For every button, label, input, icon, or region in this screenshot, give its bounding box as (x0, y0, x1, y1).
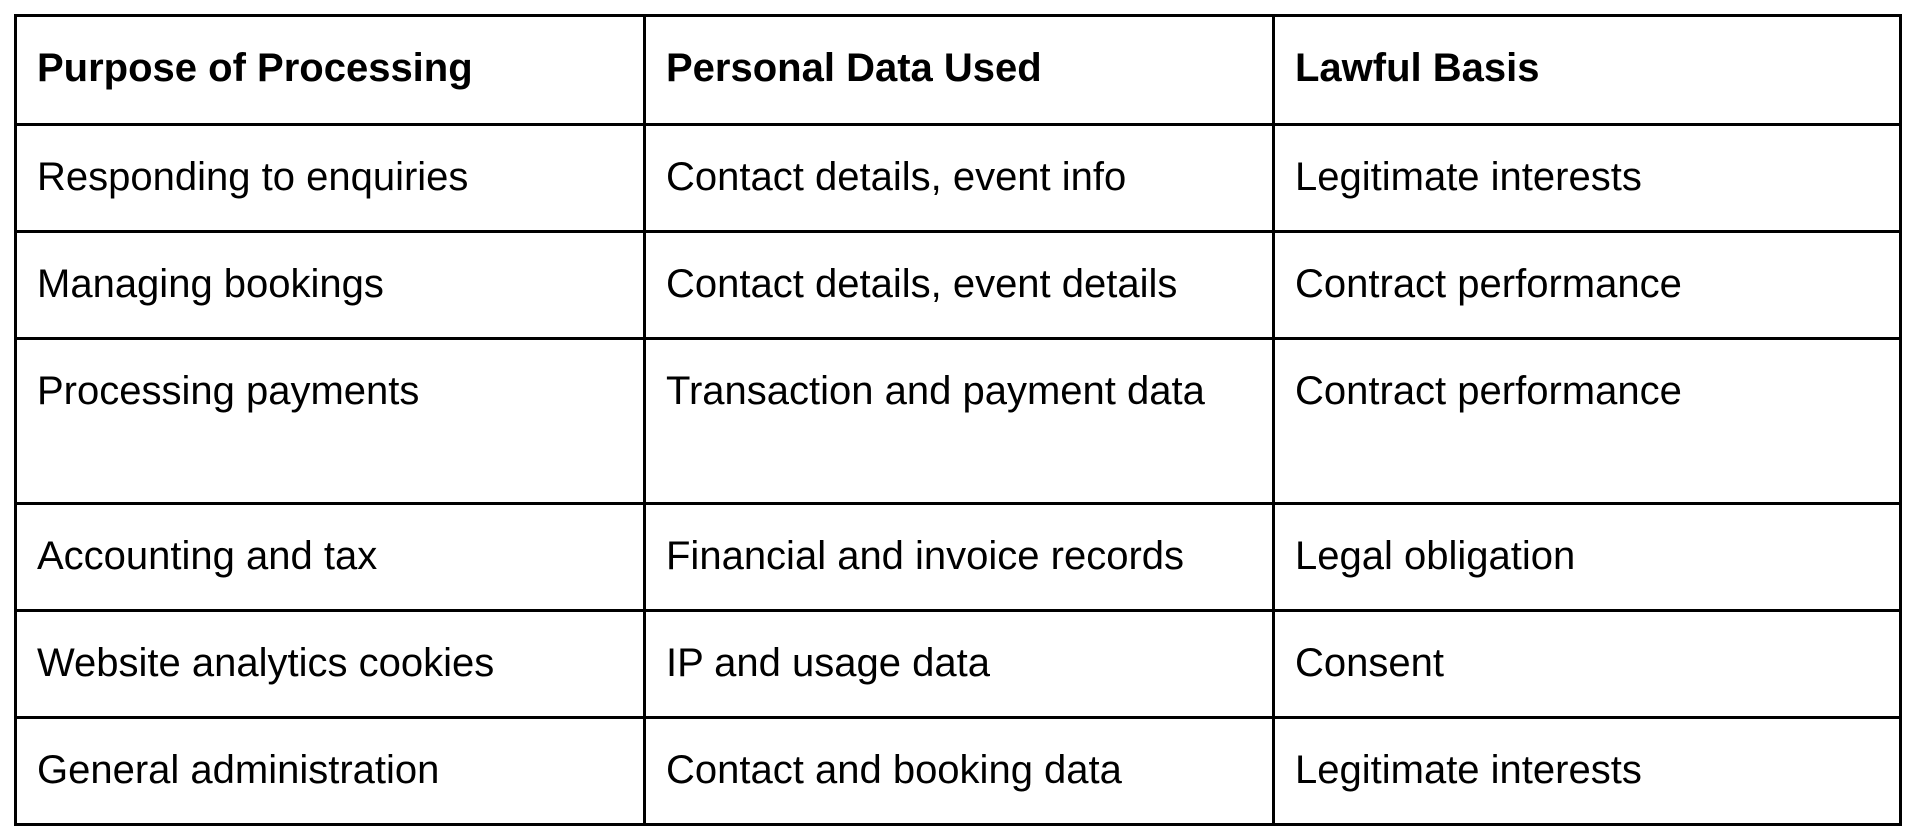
header-purpose: Purpose of Processing (16, 16, 645, 125)
table-row (16, 611, 1901, 718)
cell-personal-data: IP and usage data (645, 611, 1274, 718)
cell-purpose: Accounting and tax (16, 504, 645, 611)
cell-purpose: Processing payments (16, 339, 645, 504)
cell-purpose: Responding to enquiries (16, 125, 645, 232)
header-lawful-basis: Lawful Basis (1274, 16, 1901, 125)
cell-purpose: Website analytics cookies (16, 611, 645, 718)
cell-personal-data: Transaction and payment data (645, 339, 1274, 504)
data-processing-table (14, 14, 1902, 826)
cell-purpose: Managing bookings (16, 232, 645, 339)
cell-personal-data: Contact details, event details (645, 232, 1274, 339)
cell-personal-data: Financial and invoice records (645, 504, 1274, 611)
cell-lawful-basis: Contract performance (1274, 339, 1901, 504)
table-row (16, 504, 1901, 611)
cell-personal-data: Contact and booking data (645, 718, 1274, 825)
table-row (16, 718, 1901, 825)
header-personal-data: Personal Data Used (645, 16, 1274, 125)
table-row (16, 125, 1901, 232)
table-header-row (16, 16, 1901, 125)
table-row (16, 339, 1901, 504)
data-processing-table-container (14, 14, 1899, 826)
cell-lawful-basis: Legal obligation (1274, 504, 1901, 611)
cell-lawful-basis: Contract performance (1274, 232, 1901, 339)
cell-lawful-basis: Legitimate interests (1274, 718, 1901, 825)
cell-lawful-basis: Consent (1274, 611, 1901, 718)
cell-purpose: General administration (16, 718, 645, 825)
cell-lawful-basis: Legitimate interests (1274, 125, 1901, 232)
cell-personal-data: Contact details, event info (645, 125, 1274, 232)
table-row (16, 232, 1901, 339)
